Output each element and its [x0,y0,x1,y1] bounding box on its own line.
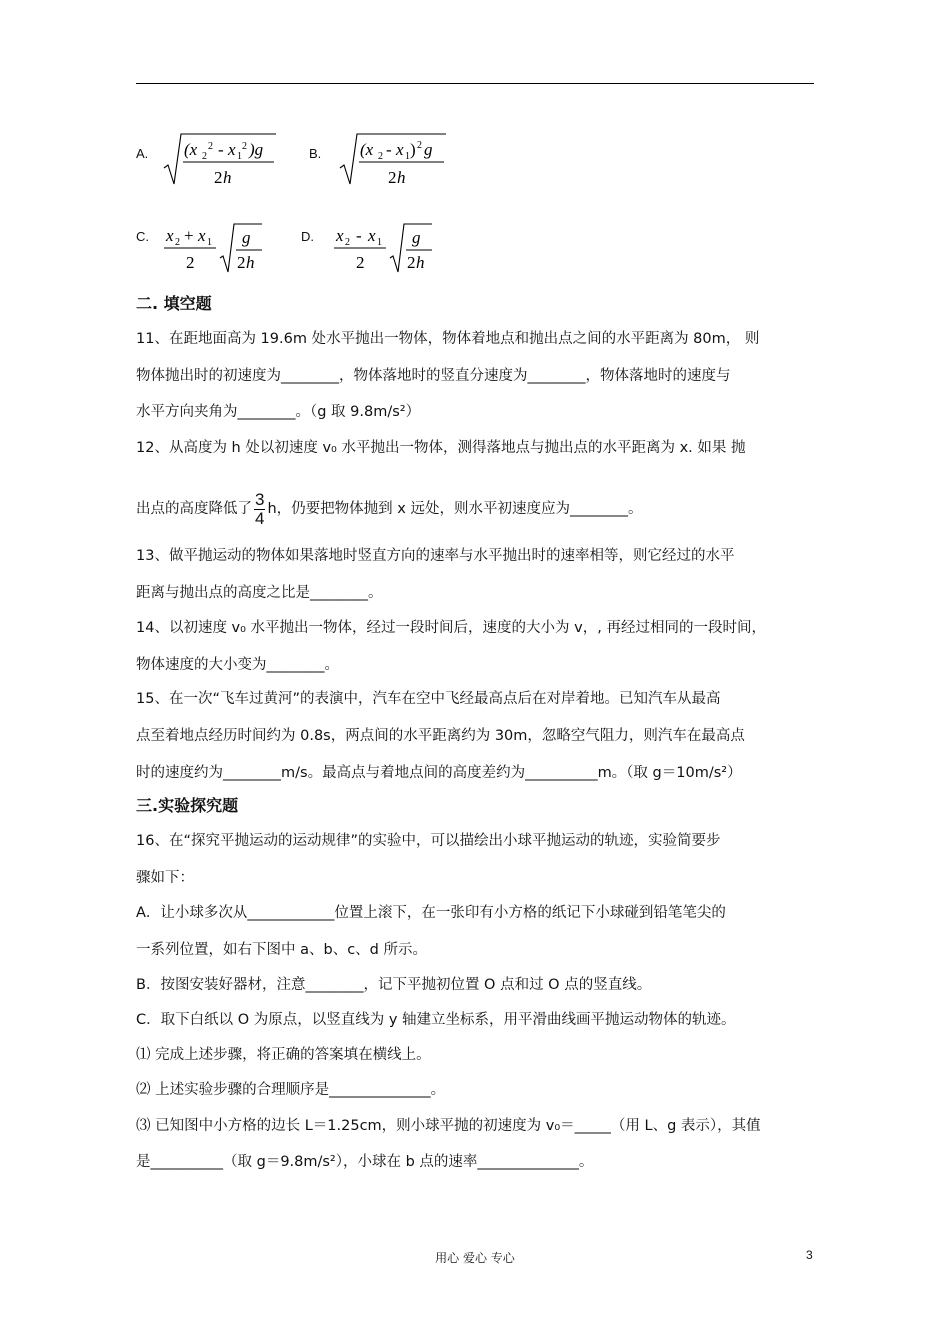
section3-title: 三.实验探究题 [136,796,239,815]
choice-a-label: A. [136,146,149,161]
fraction-numerator: 3 [255,489,265,509]
svg-text:-: - [386,140,392,159]
svg-text:2: 2 [214,168,223,187]
q15-line3: 时的速度约为________m/s。最高点与着地点间的高度差约为__________m。（取 g＝10m/s²） [136,765,742,781]
svg-text:h: h [223,168,232,187]
choice-b-formula [338,128,450,190]
q16-step-c: C．取下白纸以 O 为原点，以竖直线为 y 轴建立坐标系，用平滑曲线画平抛运动物体的轨迹。 [136,1012,736,1028]
svg-text:)g: )g [249,140,264,159]
q16-sub3a: ⑶ 已知图中小方格的边长 L＝1.25cm，则小球平抛的初速度为 v₀＝_____（用 L、g 表示），其值 [136,1118,761,1134]
q12-line1: 12、从高度为 h 处以初速度 v₀ 水平抛出一物体，测得落地点与抛出点的水平距离为 x. 如果 抛 [136,440,746,456]
svg-text:2: 2 [388,168,397,187]
section2-title: 二. 填空题 [136,294,212,313]
q15-line2: 点至着地点经历时间约为 0.8s，两点间的水平距离约为 30m，忽略空气阻力，则汽车在最高点 [136,728,745,744]
q14-line2: 物体速度的大小变为________。 [136,657,339,673]
page-number: 3 [806,1248,813,1262]
svg-text:g: g [412,228,421,247]
q11-line1: 11、在距地面高为 19.6m 处水平抛出一物体，物体着地点和抛出点之间的水平距离为 80m， 则 [136,331,760,347]
svg-text:1: 1 [405,151,410,162]
svg-text:2: 2 [356,253,365,272]
svg-text:g: g [242,228,251,247]
svg-text:2: 2 [202,151,207,162]
q16-line1: 16、在“探究平抛运动的运动规律”的实验中，可以描绘出小球平抛运动的轨迹，实验简要步 [136,833,721,849]
fraction-denominator: 4 [255,508,265,528]
q12-line2 [136,486,642,532]
svg-text:(x: (x [360,140,374,159]
svg-text:x: x [166,226,174,245]
svg-text:x: x [336,226,344,245]
q14-line1: 14、以初速度 v₀ 水平抛出一物体，经过一段时间后，速度的大小为 v，, 再经过相同的一段时间， [136,620,766,636]
q12-line2-post: h，仍要把物体抛到 x 远处，则水平初速度应为________。 [267,501,643,517]
q12-line2-pre: 出点的高度降低了 [136,501,252,517]
q16-step-a2: 一系列位置，如右下图中 a、b、c、d 所示。 [136,942,427,958]
svg-text:2: 2 [417,140,422,151]
svg-text:2: 2 [208,141,213,152]
svg-text:1: 1 [207,237,212,248]
q13-line2: 距离与抛出点的高度之比是________。 [136,585,383,601]
svg-text:1: 1 [377,237,382,248]
svg-text:g: g [424,140,433,159]
svg-text:2: 2 [186,253,195,272]
q16-step-b: B．按图安装好器材，注意________，记下平抛初位置 O 点和过 O 点的竖直线。 [136,977,652,993]
q16-sub2: ⑵ 上述实验步骤的合理顺序是______________。 [136,1082,446,1098]
choice-b-label: B. [309,146,322,161]
choice-d-formula [332,214,436,274]
svg-text:h: h [246,253,255,272]
svg-text:2: 2 [175,237,180,248]
svg-text:-: - [356,226,362,245]
svg-text:2: 2 [237,253,246,272]
page-footer: 用心 爱心 专心 [435,1251,515,1265]
svg-text:(x: (x [184,140,198,159]
svg-text:h: h [397,168,406,187]
svg-text:2: 2 [242,141,247,152]
q15-line1: 15、在一次“飞车过黄河”的表演中，汽车在空中飞经最高点后在对岸着地。已知汽车从最高 [136,691,721,707]
choice-d-label: D. [301,229,314,244]
q16-line2: 骤如下： [136,870,194,886]
svg-text:h: h [416,253,425,272]
svg-text:+: + [184,226,194,245]
svg-text:): ) [410,140,416,159]
q16-step-a1: A．让小球多次从____________位置上滚下，在一张印有小方格的纸记下小球碰到铅笔笔尖的 [136,905,726,921]
svg-text:x: x [396,140,404,159]
choice-a-formula [162,128,278,190]
svg-text:x: x [228,140,236,159]
svg-text:x: x [198,226,206,245]
choice-c-formula [162,214,266,274]
fraction-three-quarters [254,491,265,528]
svg-text:2: 2 [345,237,350,248]
svg-text:1: 1 [237,151,242,162]
header-rule [136,83,814,84]
q11-line2: 物体抛出时的初速度为________，物体落地时的竖直分速度为________，物体落地时的速度与 [136,368,731,384]
svg-text:-: - [218,140,224,159]
svg-text:2: 2 [407,253,416,272]
choice-c-label: C. [136,229,149,244]
q11-line3: 水平方向夹角为________。（g 取 9.8m/s²） [136,404,421,420]
q16-sub3b: 是__________（取 g＝9.8m/s²），小球在 b 点的速率______________。 [136,1154,594,1170]
q13-line1: 13、做平抛运动的物体如果落地时竖直方向的速率与水平抛出时的速率相等，则它经过的水平 [136,548,735,564]
q16-sub1: ⑴ 完成上述步骤，将正确的答案填在横线上。 [136,1047,431,1063]
svg-text:2: 2 [378,151,383,162]
svg-text:x: x [368,226,376,245]
